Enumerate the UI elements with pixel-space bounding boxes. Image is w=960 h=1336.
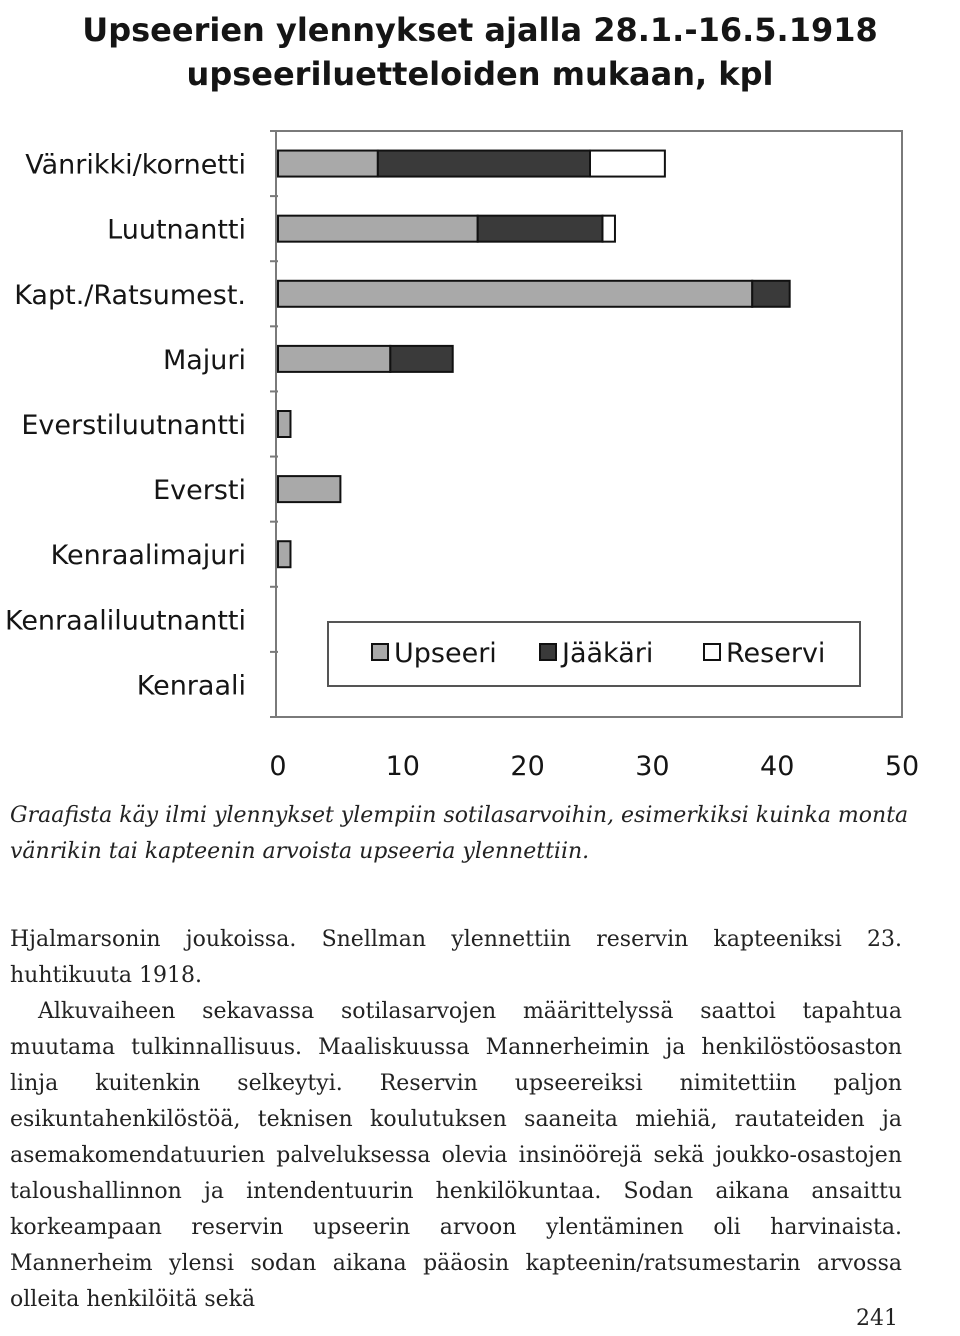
page-number: 241	[856, 1306, 898, 1331]
category-label: Everstiluutnantti	[21, 410, 246, 441]
bar-segment-jääkäri	[478, 216, 603, 242]
bar-segment-jääkäri	[378, 151, 590, 177]
legend-swatch-upseeri	[372, 644, 388, 660]
chart-title-line-1: Upseerien ylennykset ajalla 28.1.-16.5.1918	[82, 11, 878, 49]
bar-segment-upseeri	[278, 281, 752, 307]
category-label: Vänrikki/kornetti	[25, 149, 246, 181]
bar-segment-upseeri	[278, 476, 340, 502]
body-text	[10, 922, 902, 1318]
body-paragraph-2: Alkuvaiheen sekavassa sotilasarvojen määrittelyssä saattoi tapahtua muutama tulkinnallisuus. Maaliskuussa Mannerheimin ja henkilöstöosaston linja kuitenkin selkeytyi. Reservin upseereiksi nimitettiin paljon esikuntahenkilöstöä, teknisen koulutuksen saaneita miehiä, rautateiden ja asemakomendatuurien palveluksessa olevia insinöörejä sekä joukko-osastojen taloushallinnon ja intendentuurin henkilökuntaa. Sodan aikana ansaittu korkeampaan reservin upseerin arvoon ylentäminen oli harvinaista. Mannerheim ylensi sodan aikana pääosin kapteenin/ratsumestarin arvossa olleita henkilöitä sekä	[10, 999, 902, 1312]
x-tick-label: 50	[884, 751, 920, 782]
legend-swatch-reservi	[704, 644, 720, 660]
legend	[328, 622, 860, 686]
x-tick-label: 0	[269, 751, 287, 782]
category-label: Kenraali	[136, 670, 246, 702]
legend-label-jääkäri: Jääkäri	[562, 638, 654, 669]
category-label: Luutnantti	[107, 214, 246, 246]
bar-segment-reservi	[590, 151, 665, 177]
x-tick-label: 20	[510, 751, 545, 782]
category-label: Eversti	[153, 475, 246, 507]
bar-segment-upseeri	[278, 151, 378, 177]
bar-segment-upseeri	[278, 346, 390, 372]
legend-swatch-jääkäri	[540, 644, 556, 660]
category-label: Kenraaliluutnantti	[4, 605, 246, 637]
figure-caption: Graafista käy ilmi ylennykset ylempiin sotilasarvoihin, esimerkiksi kuinka monta vänrikin tai kapteenin arvoista upseeria ylennettiin.	[10, 803, 909, 864]
category-label: Kapt./Ratsumest.	[14, 279, 246, 311]
x-tick-label: 40	[760, 751, 795, 782]
category-labels	[5, 150, 246, 702]
bar-segment-reservi	[602, 216, 614, 242]
category-label: Majuri	[162, 344, 246, 376]
bar-segment-jääkäri	[390, 346, 452, 372]
bar-segment-upseeri	[278, 411, 290, 437]
x-tick-labels	[269, 751, 919, 782]
x-tick-label: 30	[635, 751, 670, 782]
legend-label-reservi: Reservi	[726, 638, 826, 669]
body-paragraph-1: Hjalmarsonin joukoissa. Snellman ylennettiin reservin kapteeniksi 23. huhtikuuta 1918.	[10, 927, 902, 988]
bar-segment-jääkäri	[752, 281, 789, 307]
bar-segment-upseeri	[278, 216, 478, 242]
bar-segment-upseeri	[278, 541, 290, 567]
category-label: Kenraalimajuri	[50, 540, 246, 572]
x-tick-label: 10	[385, 751, 420, 782]
chart-title-line-2: upseeriluetteloiden mukaan, kpl	[186, 55, 774, 93]
legend-label-upseeri: Upseeri	[394, 638, 497, 669]
